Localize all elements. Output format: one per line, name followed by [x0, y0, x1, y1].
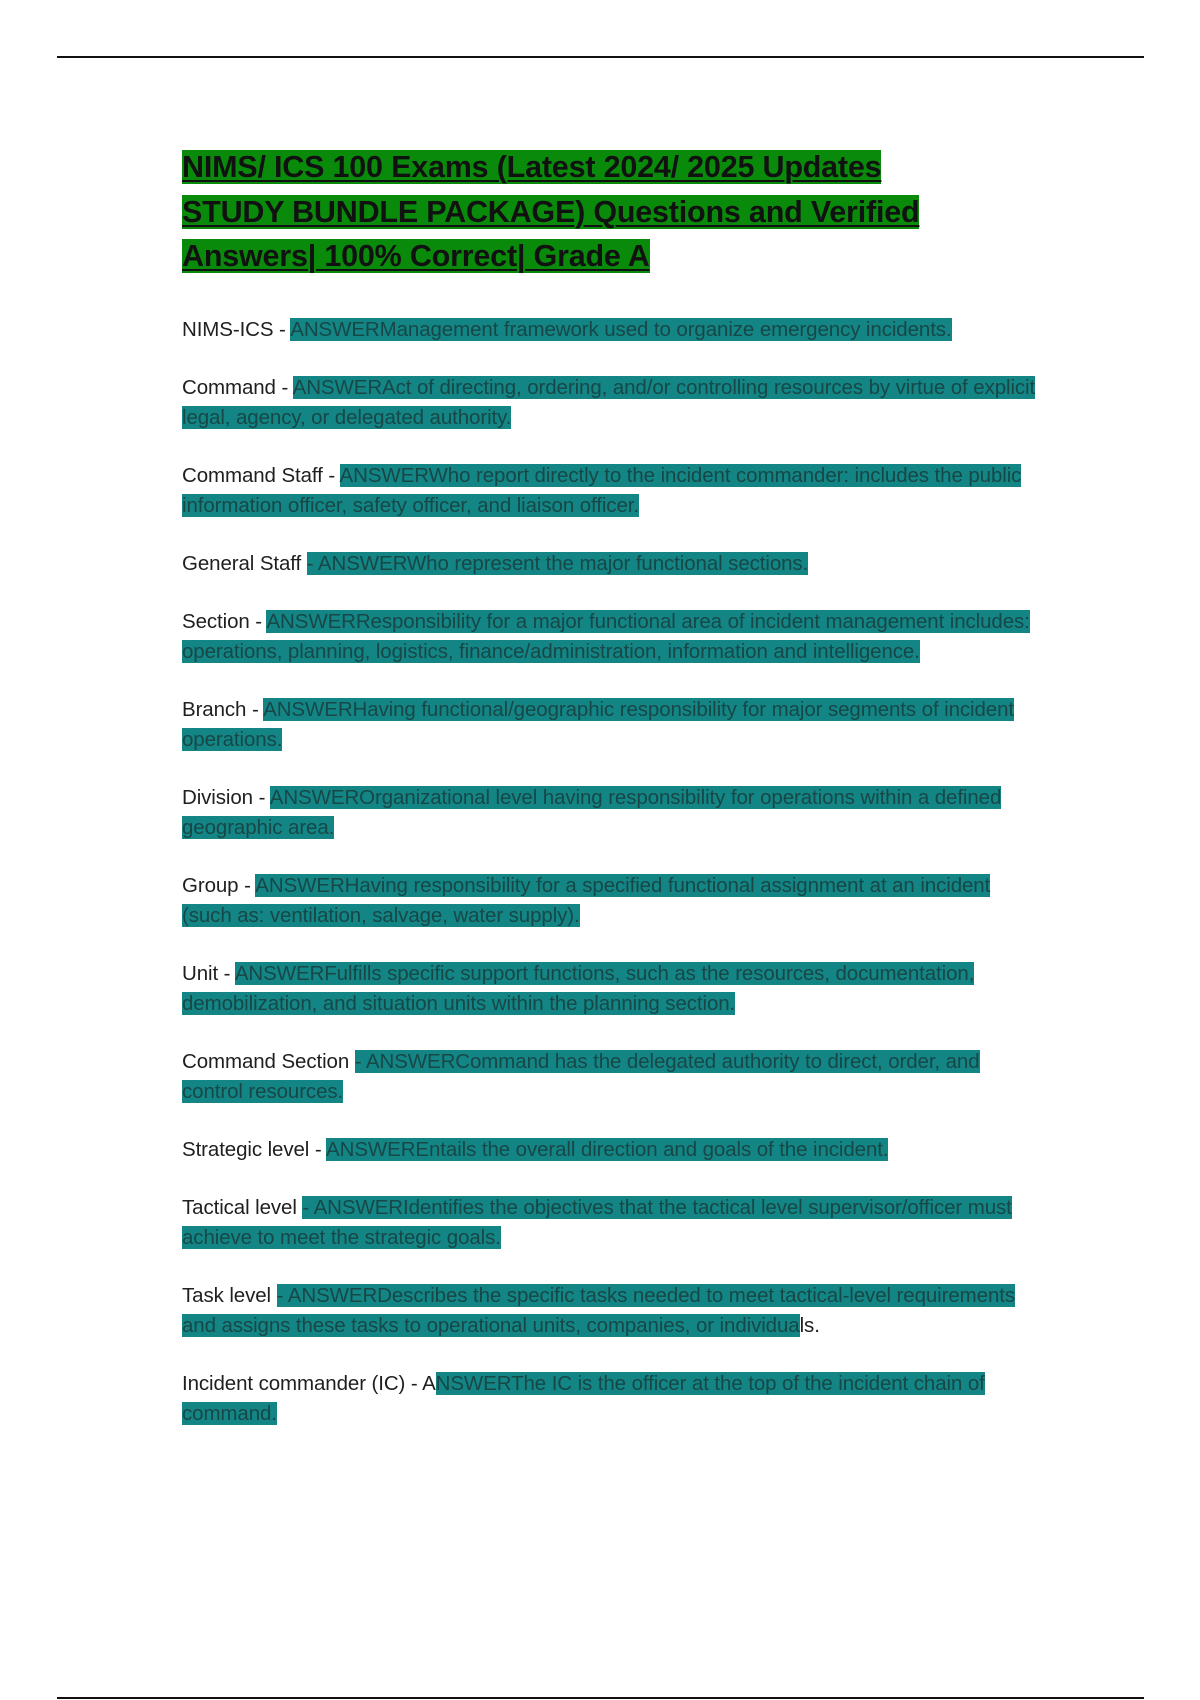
- entry-command-section: [182, 1047, 1042, 1107]
- entry-answer: ANSWEREntails the overall direction and goals of the incident.: [326, 1137, 889, 1161]
- entry-answer: - ANSWERIdentifies the objectives that the tactical level supervisor/officer must achieve to meet the strategic goals.: [182, 1195, 1012, 1249]
- entry-answer: ANSWERResponsibility for a major functional area of incident management includes: operations, planning, logistics, finance/administration, information and intelligence.: [182, 609, 1030, 663]
- entry-answer: ANSWERWho report directly to the incident commander: includes the public information officer, safety officer, and liaison officer.: [182, 463, 1022, 517]
- document-body: [182, 145, 1042, 1457]
- entry-answer: ANSWERFulfills specific support functions, such as the resources, documentation, demobilization, and situation units within the planning section.: [182, 961, 975, 1015]
- entry-answer: ANSWERHaving functional/geographic responsibility for major segments of incident operations.: [182, 697, 1015, 751]
- entry-tail: ls.: [799, 1313, 820, 1337]
- entry-command: [182, 373, 1042, 433]
- entry-strategic-level: [182, 1135, 1042, 1165]
- header-rule: [57, 56, 1144, 58]
- entry-term: General Staff: [182, 551, 307, 575]
- entry-term: Strategic level -: [182, 1137, 327, 1161]
- entry-answer: ANSWERManagement framework used to organize emergency incidents.: [290, 317, 952, 341]
- entry-answer: ANSWERAct of directing, ordering, and/or controlling resources by virtue of explicit legal, agency, or delegated authority.: [182, 375, 1036, 429]
- entry-term: Branch -: [182, 697, 264, 721]
- entry-incident-commander: [182, 1369, 1042, 1429]
- entry-command-staff: [182, 461, 1042, 521]
- footer-rule: [57, 1697, 1144, 1699]
- document-title-text: NIMS/ ICS 100 Exams (Latest 2024/ 2025 Updates STUDY BUNDLE PACKAGE) Questions and Verified Answers| 100% Correct| Grade A: [182, 150, 920, 273]
- entry-general-staff: [182, 549, 1042, 579]
- entry-term: Division -: [182, 785, 270, 809]
- entry-term: Incident commander (IC) - A: [182, 1371, 436, 1395]
- entry-task-level: [182, 1281, 1042, 1341]
- entry-term: Command Staff -: [182, 463, 340, 487]
- document-title: [182, 145, 942, 279]
- entry-term: Group -: [182, 873, 256, 897]
- entry-term: Section -: [182, 609, 267, 633]
- entry-answer: - ANSWERCommand has the delegated authority to direct, order, and control resources.: [182, 1049, 980, 1103]
- entry-term: Unit -: [182, 961, 235, 985]
- entry-term: Tactical level: [182, 1195, 303, 1219]
- entry-term: Task level: [182, 1283, 277, 1307]
- entry-answer: NSWERThe IC is the officer at the top of the incident chain of command.: [182, 1371, 985, 1425]
- entry-answer: ANSWEROrganizational level having responsibility for operations within a defined geographic area.: [182, 785, 1002, 839]
- entry-term: NIMS-ICS -: [182, 317, 291, 341]
- entry-branch: [182, 695, 1042, 755]
- entry-division: [182, 783, 1042, 843]
- entry-answer: ANSWERHaving responsibility for a specified functional assignment at an incident (such as: ventilation, salvage, water supply).: [182, 873, 991, 927]
- entry-term: Command Section: [182, 1049, 355, 1073]
- entry-nims-ics: [182, 315, 1042, 345]
- entry-group: [182, 871, 1042, 931]
- entry-tactical-level: [182, 1193, 1042, 1253]
- entry-answer: - ANSWERDescribes the specific tasks needed to meet tactical-level requirements and assigns these tasks to operational units, companies, or individua: [182, 1283, 1015, 1337]
- entry-unit: [182, 959, 1042, 1019]
- entry-answer: - ANSWERWho represent the major functional sections.: [306, 551, 809, 575]
- entry-section: [182, 607, 1042, 667]
- entry-term: Command -: [182, 375, 293, 399]
